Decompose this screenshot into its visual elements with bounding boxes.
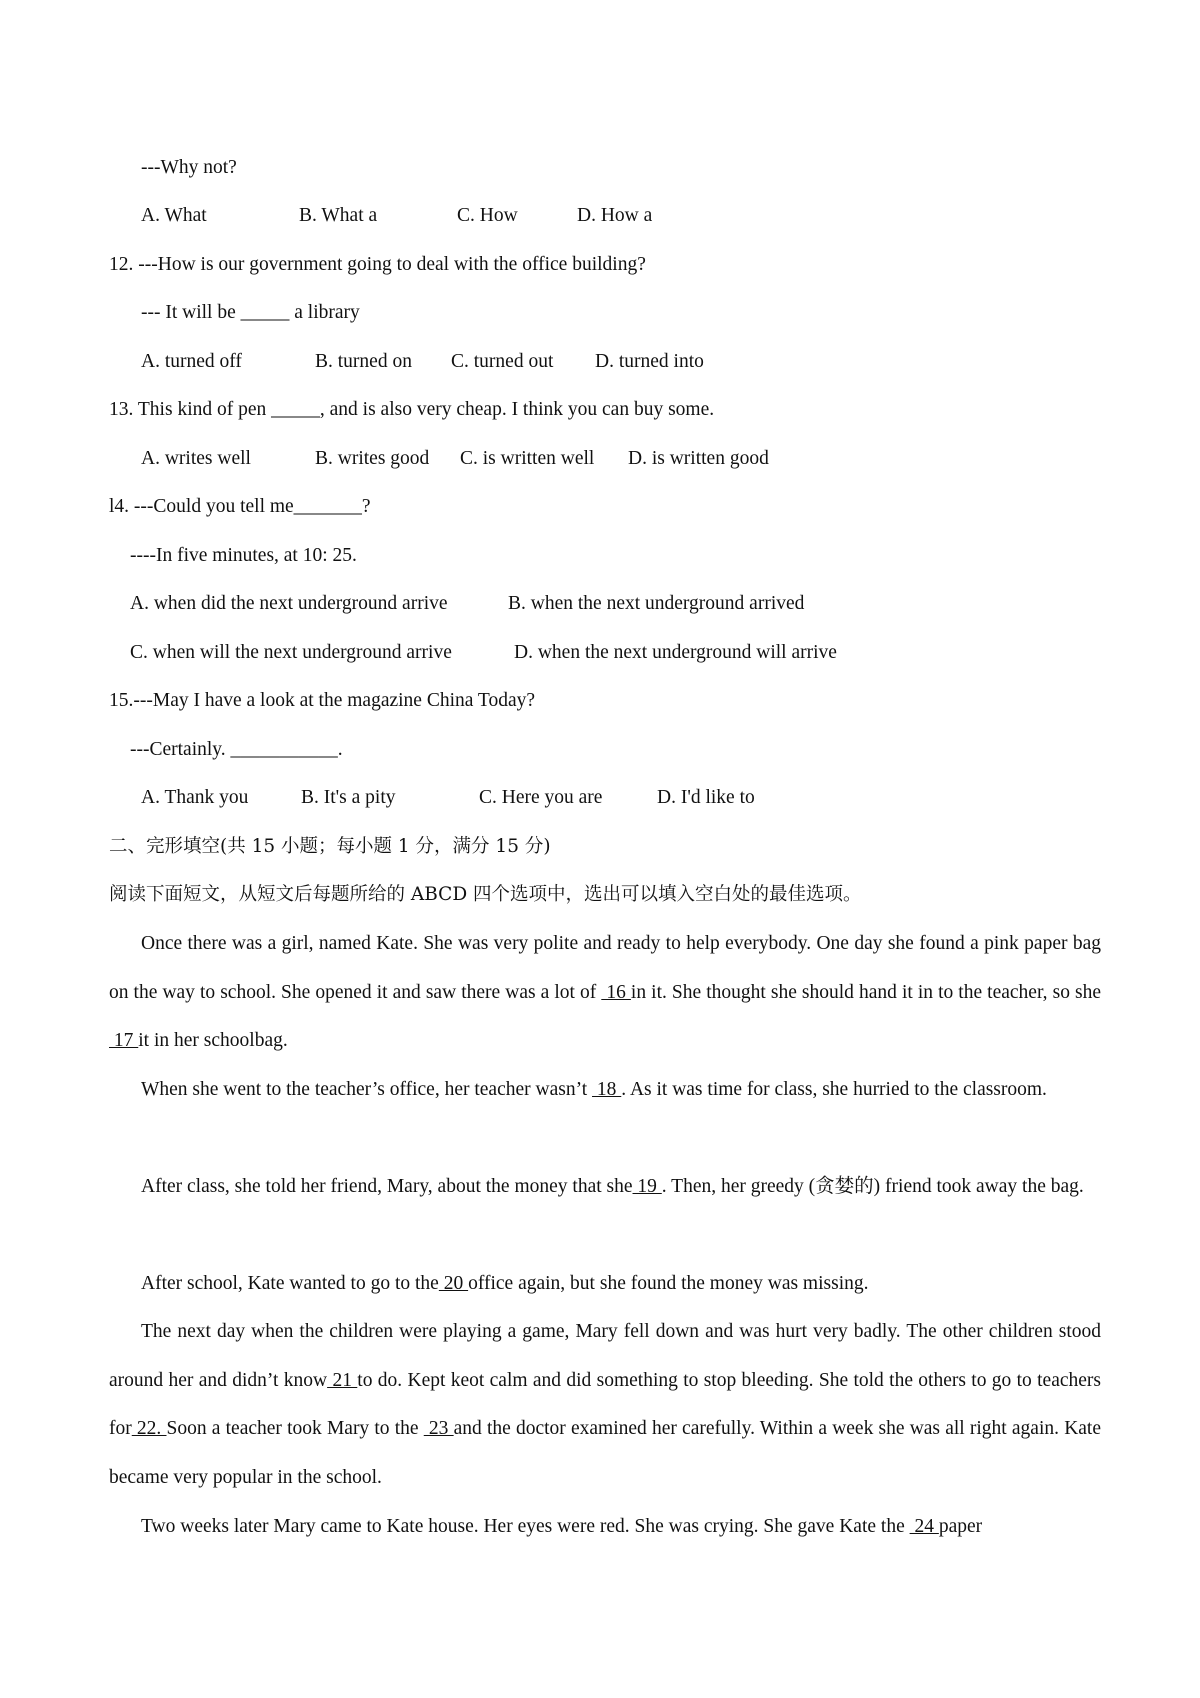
q11-option-a: A. What xyxy=(141,205,207,226)
blank-23: 23 xyxy=(423,1418,454,1439)
section-heading: 二、完形填空(共 15 小题；每小题 1 分，满分 15 分) xyxy=(109,836,551,857)
q13-option-b: B. writes good xyxy=(315,448,430,469)
passage-paragraph-1 xyxy=(109,920,1101,1066)
p1-text-b: in it. She thought she should hand it in to the teacher, so she xyxy=(630,981,1101,1003)
p6-text-a: Two weeks later Mary came to Kate house. Her eyes were red. She was crying. She gave Kate the xyxy=(141,1516,910,1537)
q13-question: 13. This kind of pen _____, and is also very cheap. I think you can buy some. xyxy=(109,399,715,420)
section-instruction: 阅读下面短文，从短文后每题所给的 ABCD 四个选项中，选出可以填入空白处的最佳选项。 xyxy=(109,884,862,905)
blank-20: 20 xyxy=(438,1273,469,1294)
q14-answer: ----In five minutes, at 10: 25. xyxy=(130,545,357,566)
q14-question: l4. ---Could you tell me_______? xyxy=(109,496,371,517)
q11-option-d: D. How a xyxy=(577,205,653,226)
q12-option-b: B. turned on xyxy=(315,351,412,372)
q14-option-b: B. when the next underground arrived xyxy=(508,593,805,614)
q12-option-a: A. turned off xyxy=(141,351,242,372)
p2-text-b: . As it was time for class, she hurried to the classroom. xyxy=(621,1079,1047,1100)
p4-text-a: After school, Kate wanted to go to the xyxy=(141,1273,439,1294)
p6-text-b: paper xyxy=(938,1516,983,1537)
q12-option-d: D. turned into xyxy=(595,351,704,372)
blank-19: 19 xyxy=(632,1176,662,1197)
q15-option-b: B. It's a pity xyxy=(301,787,396,808)
q14-option-d: D. when the next underground will arrive xyxy=(514,642,837,663)
p5-text-c: Soon a teacher took Mary to the xyxy=(166,1418,424,1439)
q15-question: 15.---May I have a look at the magazine China Today? xyxy=(109,690,536,711)
q13-option-c: C. is written well xyxy=(460,448,595,469)
q13-option-a: A. writes well xyxy=(141,448,251,469)
p5-text-d: and the doctor examined her carefully. Within a week she was all right again. Kate became very popular in the school. xyxy=(109,1418,1102,1488)
blank-21: 21 xyxy=(327,1369,358,1391)
p5-text-a: The next day when the children were playing a game, Mary fell down and was hurt very badly. The other children stood around her and didn’t know xyxy=(109,1321,1101,1391)
q12-question: 12. ---How is our government going to deal with the office building? xyxy=(109,254,646,275)
p5-text-b: to do. Kept keot calm and did something to stop bleeding. She told the others to go to teachers for xyxy=(109,1369,1102,1439)
blank-22: 22. xyxy=(131,1418,167,1439)
q11-reply: ---Why not? xyxy=(141,157,237,178)
p2-text-a: When she went to the teacher’s office, her teacher wasn’t xyxy=(141,1079,593,1100)
passage-paragraph-6 xyxy=(109,1503,1101,1552)
q15-answer: ---Certainly. ___________. xyxy=(130,739,343,760)
q12-answer: --- It will be _____ a library xyxy=(141,302,360,323)
q15-option-d: D. I'd like to xyxy=(657,787,755,808)
q12-option-c: C. turned out xyxy=(451,351,554,372)
q13-option-d: D. is written good xyxy=(628,448,769,469)
blank-18: 18 xyxy=(592,1079,622,1100)
blank-16: 16 xyxy=(601,981,631,1003)
blank-17: 17 xyxy=(109,1030,139,1051)
blank-24: 24 xyxy=(909,1516,939,1537)
p1-text-c: it in her schoolbag. xyxy=(138,1030,288,1051)
p4-text-b: office again, but she found the money was missing. xyxy=(468,1273,869,1294)
passage-paragraph-5 xyxy=(109,1308,1101,1502)
p3-text-b: . Then, her greedy (贪婪的) friend took away the bag. xyxy=(661,1176,1084,1197)
p1-text-a: Once there was a girl, named Kate. She was very polite and ready to help everybody. One day she found a pink paper bag on the way to school. She opened it and saw there was a lot of xyxy=(109,933,1101,1003)
p3-text-a: After class, she told her friend, Mary, about the money that she xyxy=(141,1176,633,1197)
q14-option-c: C. when will the next underground arrive xyxy=(130,642,452,663)
q15-option-c: C. Here you are xyxy=(479,787,603,808)
q11-option-b: B. What a xyxy=(299,205,378,226)
q14-option-a: A. when did the next underground arrive xyxy=(130,593,448,614)
passage-paragraph-4 xyxy=(109,1260,1101,1309)
q11-option-c: C. How xyxy=(457,205,518,226)
q15-option-a: A. Thank you xyxy=(141,787,249,808)
passage-paragraph-2 xyxy=(109,1066,1101,1115)
passage-paragraph-3 xyxy=(109,1163,1101,1212)
